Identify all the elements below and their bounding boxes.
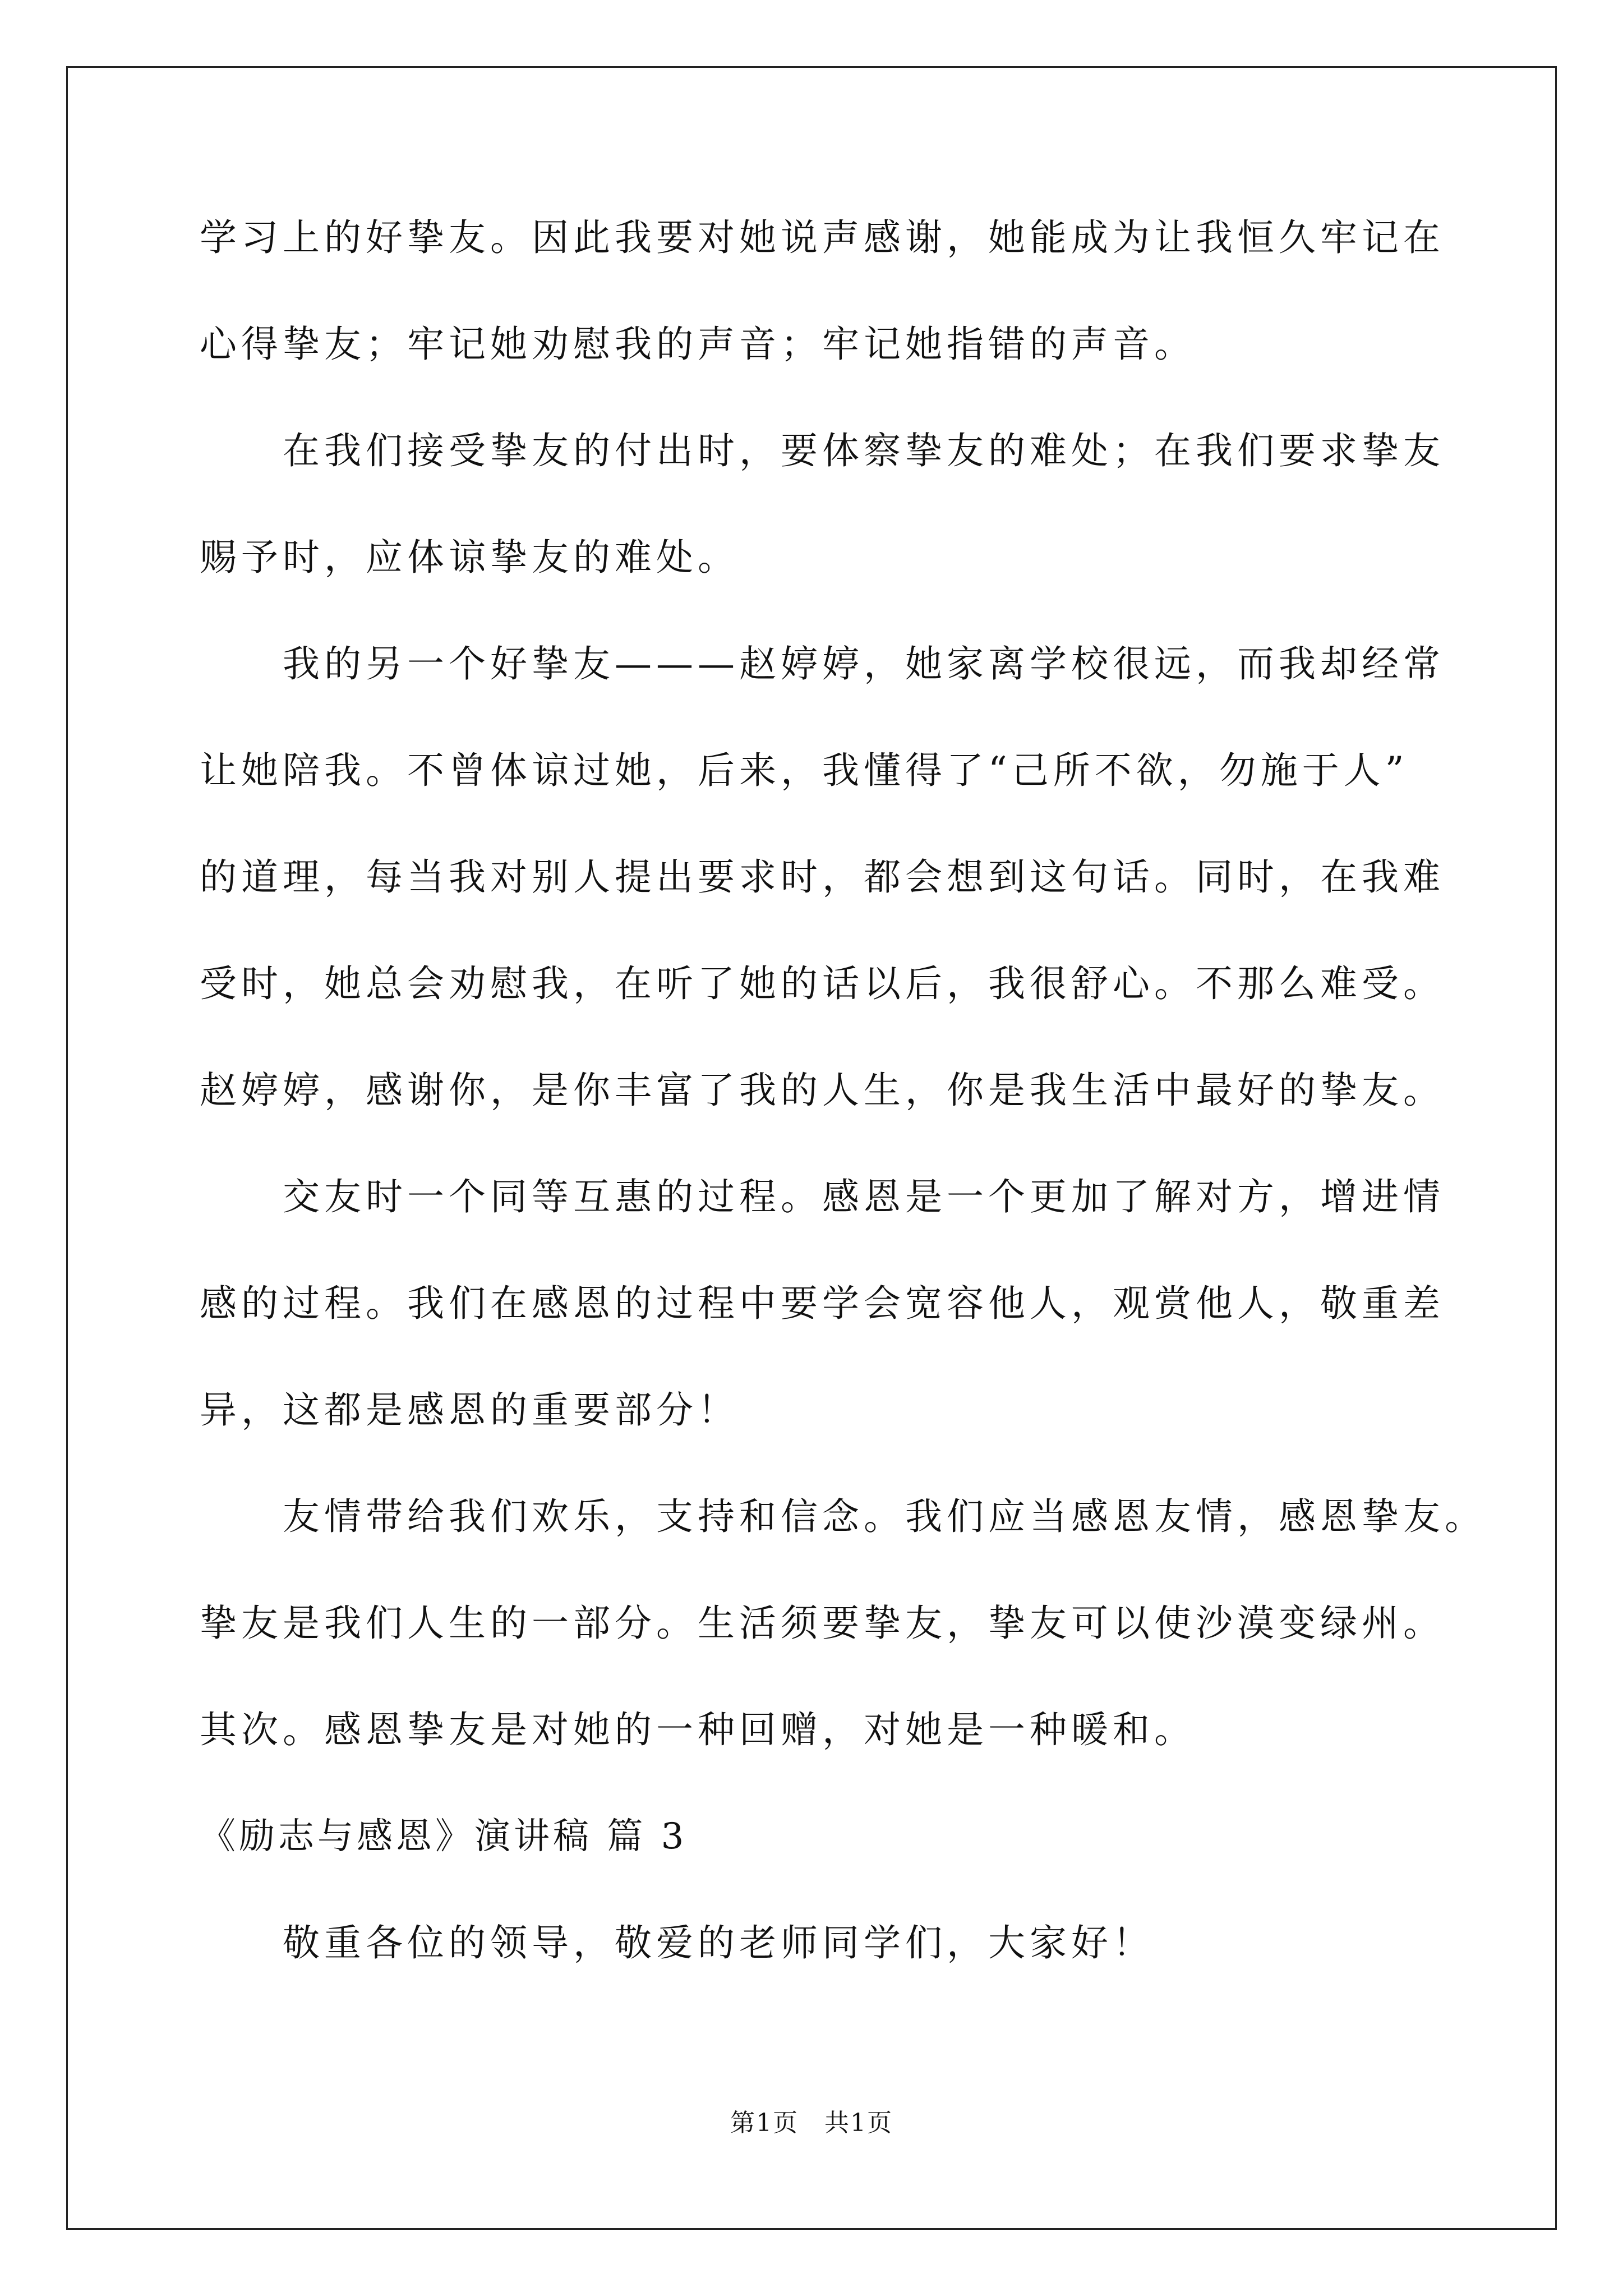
page-footer: 第1页 共1页 <box>730 2109 893 2137</box>
text-line: 心得挚友；牢记她劝慰我的声音；牢记她指错的声音。 <box>200 323 1196 366</box>
text-line: 挚友是我们人生的一部分。生活须要挚友，挚友可以使沙漠变绿州。 <box>200 1602 1445 1645</box>
text-line: 赵婷婷，感谢你，是你丰富了我的人生，你是我生活中最好的挚友。 <box>200 1069 1445 1112</box>
paragraph-start: 友情带给我们欢乐，支持和信念。我们应当感恩友情，感恩挚友。 <box>283 1495 1486 1538</box>
text-line: 感的过程。我们在感恩的过程中要学会宽容他人，观赏他人，敬重差 <box>200 1282 1445 1325</box>
text-line: 赐予时，应体谅挚友的难处。 <box>200 536 739 579</box>
paragraph-start: 交友时一个同等互惠的过程。感恩是一个更加了解对方，增进情 <box>283 1175 1445 1218</box>
page-border <box>66 66 1557 2230</box>
text-line: 受时，她总会劝慰我，在听了她的话以后，我很舒心。不那么难受。 <box>200 962 1445 1005</box>
paragraph-start: 敬重各位的领导，敬爱的老师同学们，大家好！ <box>283 1921 1154 1964</box>
paragraph-start: 在我们接受挚友的付出时，要体察挚友的难处；在我们要求挚友 <box>283 429 1445 472</box>
text-line: 让她陪我。不曾体谅过她，后来，我懂得了“己所不欲，勿施于人” <box>200 749 1409 792</box>
text-line: 其次。感恩挚友是对她的一种回赠，对她是一种暖和。 <box>200 1708 1196 1751</box>
text-line: 学习上的好挚友。因此我要对她说声感谢，她能成为让我恒久牢记在 <box>200 216 1445 259</box>
text-line: 异，这都是感恩的重要部分！ <box>200 1388 739 1432</box>
text-line: 的道理，每当我对别人提出要求时，都会想到这句话。同时，在我难 <box>200 855 1445 899</box>
paragraph-start: 我的另一个好挚友———赵婷婷，她家离学校很远，而我却经常 <box>283 642 1445 685</box>
section-heading: 《励志与感恩》演讲稿 篇 3 <box>200 1816 688 1857</box>
